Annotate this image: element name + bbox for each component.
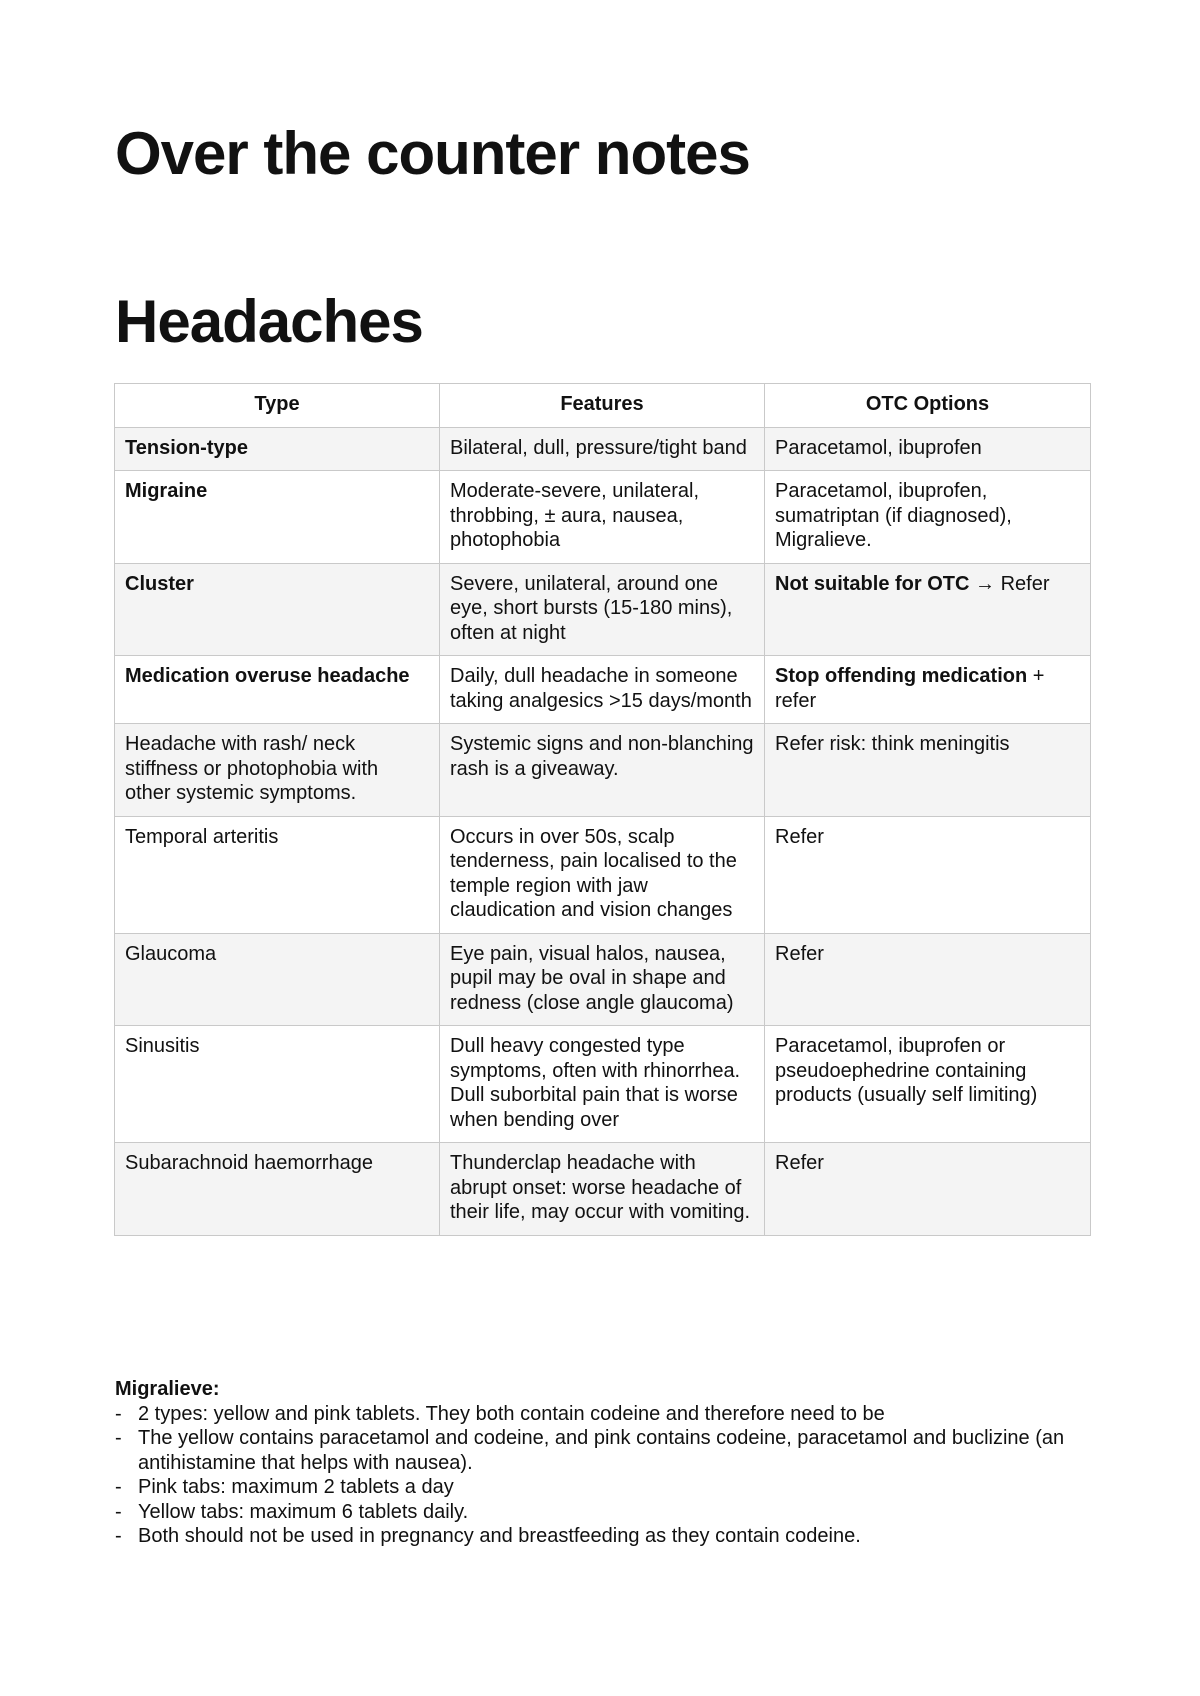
otc-text: Refer risk: think meningitis xyxy=(775,733,1010,755)
cell-features: Bilateral, dull, pressure/tight band xyxy=(440,427,765,471)
column-header-otc-options: OTC Options xyxy=(765,384,1091,428)
cell-type: Medication overuse headache xyxy=(115,656,440,724)
cell-otc-options xyxy=(765,1026,1091,1143)
bullet-dash: - xyxy=(115,1500,122,1523)
migralieve-notes xyxy=(115,1377,1095,1549)
otc-text: Refer xyxy=(775,825,824,848)
cell-features: Occurs in over 50s, scalp tenderness, pain localised to the temple region with jaw claudication and vision changes xyxy=(440,816,765,933)
otc-text: Paracetamol, ibuprofen, sumatriptan (if diagnosed), Migralieve. xyxy=(775,480,1012,551)
bullet-dash: - xyxy=(115,1402,122,1425)
list-item-text: The yellow contains paracetamol and codeine, and pink contains codeine, paracetamol and buclizine (an antihistamine that helps with nausea). xyxy=(138,1427,1065,1474)
cell-features: Moderate-severe, unilateral, throbbing, ± aura, nausea, photophobia xyxy=(440,471,765,564)
otc-text: Paracetamol, ibuprofen or pseudoephedrine containing products (usually self limiting) xyxy=(775,1035,1038,1106)
column-header-type: Type xyxy=(115,384,440,428)
headache-otc-table xyxy=(114,383,1091,1236)
cell-otc-options xyxy=(765,724,1091,817)
table-row xyxy=(115,427,1091,471)
table-row xyxy=(115,1026,1091,1143)
list-item xyxy=(115,1402,1095,1427)
cell-type: Glaucoma xyxy=(115,933,440,1026)
cell-features: Dull heavy congested type symptoms, often with rhinorrhea. Dull suborbital pain that is worse when bending over xyxy=(440,1026,765,1143)
table-row xyxy=(115,816,1091,933)
cell-features: Systemic signs and non-blanching rash is a giveaway. xyxy=(440,724,765,817)
cell-otc-options xyxy=(765,656,1091,724)
cell-otc-options xyxy=(765,933,1091,1026)
table-row xyxy=(115,471,1091,564)
cell-type: Subarachnoid haemorrhage xyxy=(115,1143,440,1236)
otc-emphasis: Not suitable for OTC xyxy=(775,572,970,595)
section-title-headaches: Headaches xyxy=(115,288,423,355)
otc-text: Paracetamol, ibuprofen xyxy=(775,436,982,459)
cell-features: Severe, unilateral, around one eye, short bursts (15-180 mins), often at night xyxy=(440,563,765,656)
list-item xyxy=(115,1500,1095,1525)
list-item-text: Yellow tabs: maximum 6 tablets daily. xyxy=(138,1500,469,1523)
cell-type: Sinusitis xyxy=(115,1026,440,1143)
cell-type: Tension-type xyxy=(115,427,440,471)
bullet-dash: - xyxy=(115,1476,122,1498)
otc-emphasis: Stop offending medication xyxy=(775,665,1028,687)
cell-otc-options xyxy=(765,563,1091,656)
list-item xyxy=(115,1475,1095,1500)
otc-text: → Refer xyxy=(969,572,1050,595)
cell-features: Daily, dull headache in someone taking analgesics >15 days/month xyxy=(440,656,765,724)
cell-type: Headache with rash/ neck stiffness or photophobia with other systemic symptoms. xyxy=(115,724,440,817)
column-header-features: Features xyxy=(440,384,765,428)
table-row xyxy=(115,933,1091,1026)
cell-otc-options xyxy=(765,1143,1091,1236)
cell-type: Migraine xyxy=(115,471,440,564)
cell-features: Eye pain, visual halos, nausea, pupil may be oval in shape and redness (close angle glaucoma) xyxy=(440,933,765,1026)
otc-text: Refer xyxy=(775,1152,824,1174)
list-item xyxy=(115,1524,1095,1549)
otc-text: + refer xyxy=(775,665,1045,712)
cell-otc-options xyxy=(765,471,1091,564)
table-row xyxy=(115,563,1091,656)
list-item-text: Both should not be used in pregnancy and breastfeeding as they contain codeine. xyxy=(138,1525,861,1547)
cell-type: Cluster xyxy=(115,563,440,656)
list-item xyxy=(115,1426,1095,1475)
document-title: Over the counter notes xyxy=(115,120,750,187)
bullet-dash: - xyxy=(115,1427,122,1449)
cell-otc-options xyxy=(765,816,1091,933)
table-row xyxy=(115,656,1091,724)
list-item-text: 2 types: yellow and pink tablets. They both contain codeine and therefore need to be xyxy=(138,1402,885,1425)
bullet-dash: - xyxy=(115,1525,122,1547)
otc-text: Refer xyxy=(775,942,824,965)
notes-list xyxy=(115,1402,1095,1549)
table-row xyxy=(115,724,1091,817)
table-row xyxy=(115,1143,1091,1236)
cell-otc-options xyxy=(765,427,1091,471)
notes-title: Migralieve: xyxy=(115,1378,220,1400)
cell-type: Temporal arteritis xyxy=(115,816,440,933)
table-header-row xyxy=(115,384,1091,428)
cell-features: Thunderclap headache with abrupt onset: worse headache of their life, may occur with vomiting. xyxy=(440,1143,765,1236)
list-item-text: Pink tabs: maximum 2 tablets a day xyxy=(138,1476,454,1498)
